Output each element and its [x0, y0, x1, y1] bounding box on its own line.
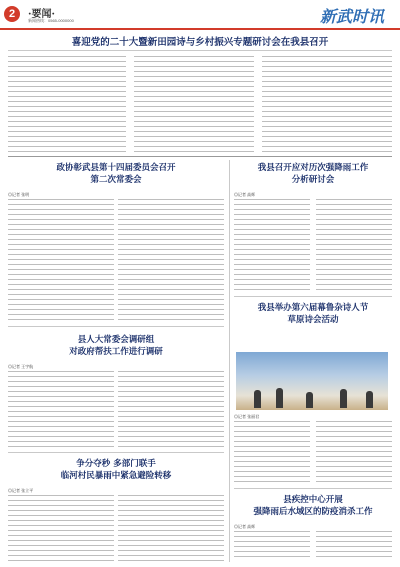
photo-figure [276, 388, 283, 408]
headline-poetry-festival [234, 302, 392, 326]
photo-figure [340, 389, 347, 408]
body-col [8, 495, 114, 561]
headline-line-2: 强降雨后水域区的防疫消杀工作 [253, 507, 373, 517]
byline: ◎记者 高辉 [234, 192, 256, 197]
headline-line-1: 我县召开应对历次强降雨工作 [257, 163, 369, 173]
headline-line-1: 政协彰武县第十四届委员会召开 [56, 163, 176, 173]
divider [234, 488, 392, 489]
byline: ◎记者 张明 [8, 192, 30, 197]
byline: ◎记者 王宇航 [8, 364, 34, 369]
lead-body-col1 [8, 56, 126, 152]
body-col [118, 199, 224, 321]
headline-line-2: 临河村民暴雨中紧急避险转移 [60, 471, 172, 481]
lead-divider [8, 50, 392, 51]
body-col [8, 371, 114, 447]
body-col [316, 531, 392, 561]
byline: ◎记者 高辉 [234, 524, 256, 529]
lead-headline-text: 喜迎党的二十大暨新田园诗与乡村振兴专题研讨会在我县召开 [71, 37, 329, 48]
headline-disinfection [234, 494, 392, 518]
headline-line-1: 县人大常委会调研组 [77, 335, 155, 345]
divider [234, 296, 392, 297]
headline-line-1: 我县举办第六届幕鲁杂诗人节 [257, 303, 369, 313]
headline-line-2: 分析研讨会 [291, 175, 335, 185]
news-hotline: 新闻热线：0565-0000000 [28, 18, 74, 23]
header-rule [0, 28, 400, 30]
headline-line-2: 草原诗会活动 [287, 315, 339, 325]
body-col [234, 199, 310, 291]
headline-npc-survey [8, 334, 224, 358]
body-col [234, 421, 310, 483]
photo-figure [366, 391, 373, 408]
photo-figure [254, 390, 261, 408]
column-divider [229, 160, 230, 562]
divider [8, 452, 224, 453]
lead-headline [0, 34, 400, 48]
body-col [8, 199, 114, 321]
headline-line-1: 县疾控中心开展 [283, 495, 343, 505]
lead-body-col3 [262, 56, 392, 152]
festival-photo [236, 352, 388, 410]
masthead-logo: 新武时讯 [319, 7, 384, 26]
byline: ◎记者 张立平 [8, 488, 34, 493]
byline: ◎记者 张丽君 [234, 414, 260, 419]
body-col [316, 421, 392, 483]
headline-evacuation [8, 458, 224, 482]
headline-line-1: 争分夺秒 多部门联手 [76, 459, 156, 469]
photo-figure [306, 392, 313, 408]
lead-bottom-rule [8, 156, 392, 157]
body-col [118, 371, 224, 447]
headline-line-2: 对政府帮扶工作进行调研 [69, 347, 163, 357]
body-col [316, 199, 392, 291]
body-col [234, 531, 310, 561]
section-title: ·要闻· [28, 9, 55, 20]
page-number: 2 [4, 6, 20, 22]
divider [8, 326, 224, 327]
headline-cppcc-meeting [8, 162, 224, 186]
page-header [0, 0, 400, 30]
body-col [118, 495, 224, 561]
lead-body-col2 [134, 56, 254, 152]
headline-line-2: 第二次常委会 [90, 175, 142, 185]
headline-rain-analysis [234, 162, 392, 186]
